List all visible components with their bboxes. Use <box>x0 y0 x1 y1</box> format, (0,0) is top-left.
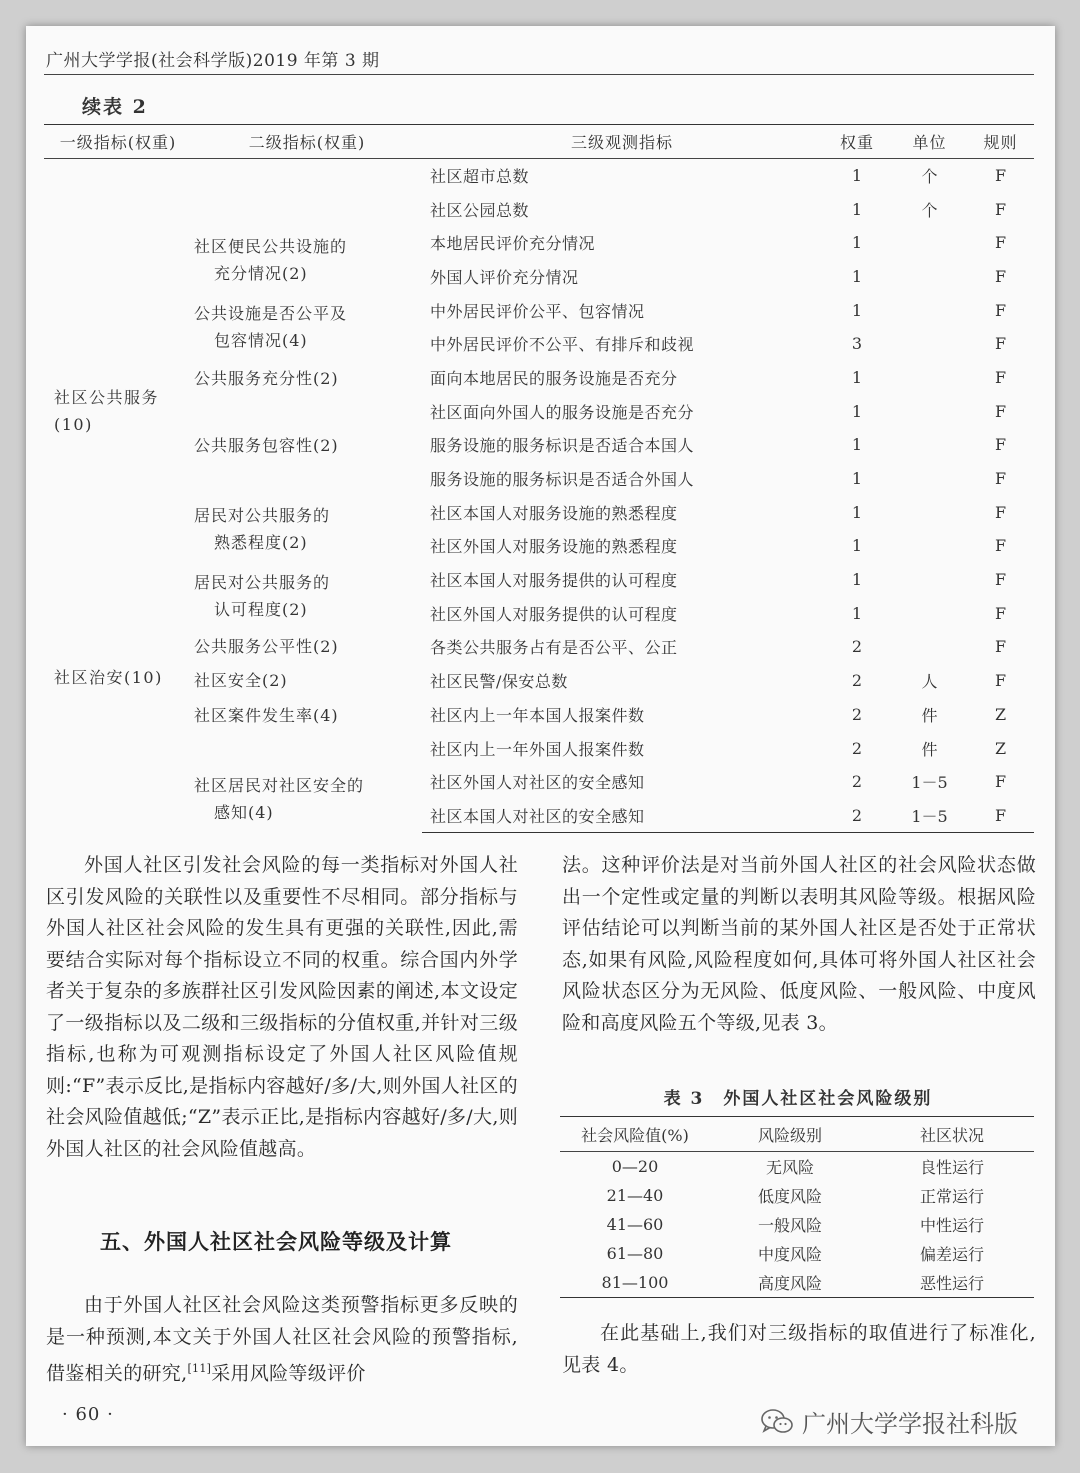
level3-cell: 社区本国人对服务设施的熟悉程度 <box>430 503 678 523</box>
section-heading: 五、外国人社区社会风险等级及计算 <box>100 1229 452 1254</box>
col-header-level3: 三级观测指标 <box>422 125 822 159</box>
table-row <box>44 495 1034 529</box>
level3-cell: 面向本地居民的服务设施是否充分 <box>430 368 678 388</box>
citation-ref: [11] <box>187 1362 212 1375</box>
rule-cell: Z <box>994 704 1007 724</box>
rule-cell: F <box>994 300 1007 320</box>
rule-cell: F <box>994 199 1007 219</box>
table3-caption: 表 3 外国人社区社会风险级别 <box>663 1089 933 1109</box>
watermark-text: 广州大学学报社科版 <box>802 1410 1018 1438</box>
col-header-level1: 一级指标(权重) <box>44 125 192 159</box>
weight-cell: 1 <box>851 300 863 320</box>
rule-cell: F <box>994 435 1007 455</box>
table-row <box>560 1239 1034 1268</box>
table-row <box>560 1210 1034 1239</box>
unit-cell: 人 <box>921 672 938 692</box>
page-number: · 60 · <box>62 1404 114 1425</box>
level2-empty <box>192 159 422 226</box>
left-paragraph-1: 外国人社区引发社会风险的每一类指标对外国人社区引发风险的关联性以及重要性不尽相同。部分指标与外国人社区社会风险的发生具有更强的关联性,因此,需要结合实际对每个指标设立不同的权重。综合国内外学者关于复杂的多族群社区引发风险因素的阐述,本文设定了一级指标以及二级和三级指标的分值权重,并针对三级指标,也称为可观测指标设定了外国人社区风险值规则:“F”表示反比,是指标内容越好/多/大,则外国人社区的社会风险值越低;“Z”表示正比,是指标内容越好/多/大,则外国人社区的社会风险值越高。 <box>46 854 518 1160</box>
table2-header-row <box>44 125 1034 159</box>
level3-cell: 服务设施的服务标识是否适合本国人 <box>430 436 695 456</box>
level3-cell: 社区内上一年外国人报案件数 <box>430 739 645 759</box>
col-header-unit: 单位 <box>892 125 967 159</box>
table-row <box>44 698 1034 732</box>
status-cell: 偏差运行 <box>919 1245 984 1264</box>
col-header-community-status: 社区状况 <box>870 1117 1034 1152</box>
weight-cell: 2 <box>851 772 863 792</box>
weight-cell: 1 <box>851 166 863 186</box>
risk-level-cell: 无风险 <box>765 1158 814 1177</box>
weight-cell: 1 <box>851 502 863 522</box>
rule-cell: F <box>967 799 1034 833</box>
risk-level-cell: 高度风险 <box>710 1268 870 1298</box>
level2-facility-fairness: 公共设施是否公平及 包容情况(4) <box>194 303 348 350</box>
risk-value-cell: 0—20 <box>611 1157 659 1176</box>
level3-cell: 社区外国人对服务提供的认可程度 <box>430 604 678 624</box>
weight-cell: 1 <box>851 536 863 556</box>
risk-value-cell: 61—80 <box>606 1244 664 1263</box>
unit-cell <box>892 226 967 260</box>
rule-cell: F <box>994 536 1007 556</box>
unit-cell <box>892 260 967 294</box>
right-paragraph-1: 法。这种评价法是对当前外国人社区的社会风险状态做出一个定性或定量的判断以表明其风险等级。根据风险评估结论可以判断当前的某外国人社区是否处于正常状态,如果有风险,风险程度如何,具体可将外国人社区社会风险状态区分为无风险、低度风险、一般风险、中度风险和高度风险五个等级,见表 3。 <box>562 854 1036 1034</box>
weight-cell: 2 <box>851 637 863 657</box>
level3-cell: 社区面向外国人的服务设施是否充分 <box>430 402 695 422</box>
unit-cell <box>892 462 967 496</box>
unit-cell: 个 <box>921 167 938 187</box>
level3-cell: 本地居民评价充分情况 <box>430 234 596 254</box>
level3-cell: 各类公共服务占有是否公平、公正 <box>430 638 678 658</box>
rule-cell: F <box>994 469 1007 489</box>
rule-cell: F <box>994 637 1007 657</box>
status-cell: 良性运行 <box>919 1158 984 1177</box>
level3-cell: 社区公园总数 <box>430 200 530 220</box>
level3-cell: 中外居民评价公平、包容情况 <box>430 301 645 321</box>
rule-cell: Z <box>994 738 1007 758</box>
rule-cell: F <box>994 367 1007 387</box>
left-paragraph-2: 由于外国人社区社会风险这类预警指标更多反映的是一种预测,本文关于外国人社区社会风险的预警指标,借鉴相关的研究,[11]采用风险等级评价 <box>46 1294 518 1385</box>
level3-cell: 社区超市总数 <box>430 167 530 187</box>
unit-cell: 1－5 <box>911 773 948 793</box>
table-row <box>560 1268 1034 1298</box>
table-row <box>44 159 1034 193</box>
status-cell: 中性运行 <box>919 1216 984 1235</box>
level3-cell: 社区本国人对社区的安全感知 <box>422 799 822 833</box>
level1-security: 社区治安(10) <box>54 667 163 687</box>
risk-value-cell: 81—100 <box>560 1268 710 1298</box>
weight-cell: 2 <box>851 704 863 724</box>
right-paragraph-2: 在此基础上,我们对三级指标的取值进行了标准化,见表 4。 <box>562 1322 1036 1376</box>
weight-cell: 1 <box>851 469 863 489</box>
unit-cell: 件 <box>921 705 938 725</box>
wechat-icon <box>760 1408 794 1436</box>
level3-cell: 中外居民评价不公平、有排斥和歧视 <box>430 335 695 355</box>
rule-cell: F <box>994 233 1007 253</box>
table-row <box>44 293 1034 327</box>
rule-cell: F <box>994 502 1007 522</box>
unit-cell <box>892 327 967 361</box>
rule-cell: F <box>994 671 1007 691</box>
col-header-rule: 规则 <box>967 125 1034 159</box>
table-row <box>44 226 1034 260</box>
status-cell: 正常运行 <box>919 1187 984 1206</box>
rule-cell: F <box>994 570 1007 590</box>
weight-cell: 2 <box>851 671 863 691</box>
level2-service-familiarity: 居民对公共服务的 熟悉程度(2) <box>194 506 331 553</box>
risk-level-cell: 低度风险 <box>757 1187 822 1206</box>
weight-cell: 1 <box>851 199 863 219</box>
table-row <box>44 428 1034 462</box>
level2-service-adequacy: 公共服务充分性(2) <box>194 368 339 388</box>
table3-header-row <box>560 1117 1034 1152</box>
table-row <box>44 361 1034 395</box>
weight-cell: 1 <box>851 401 863 421</box>
weight-cell: 3 <box>851 334 863 354</box>
level3-cell: 外国人评价充分情况 <box>430 267 579 287</box>
unit-cell <box>892 596 967 630</box>
risk-level-cell: 一般风险 <box>757 1216 822 1235</box>
unit-cell <box>892 563 967 597</box>
risk-level-cell: 中度风险 <box>757 1245 822 1264</box>
table-row <box>560 1152 1034 1182</box>
table-row <box>44 630 1034 664</box>
watermark <box>760 1404 1018 1439</box>
level3-cell: 社区外国人对社区的安全感知 <box>430 773 645 793</box>
level2-service-recognition: 居民对公共服务的 认可程度(2) <box>194 573 331 620</box>
level2-case-rate: 社区案件发生率(4) <box>194 705 339 725</box>
weight-cell: 1 <box>851 266 863 286</box>
level3-cell: 社区内上一年本国人报案件数 <box>430 705 645 725</box>
table2-caption: 续表 2 <box>82 96 148 118</box>
table2 <box>44 124 1034 833</box>
level2-community-safety: 社区安全(2) <box>194 671 288 691</box>
unit-cell <box>892 428 967 462</box>
unit-cell: 个 <box>921 200 938 220</box>
weight-cell: 1 <box>851 603 863 623</box>
weight-cell: 2 <box>822 799 892 833</box>
unit-cell: 1－5 <box>892 799 967 833</box>
unit-cell <box>892 495 967 529</box>
level3-cell: 社区外国人对服务设施的熟悉程度 <box>430 537 678 557</box>
unit-cell <box>892 529 967 563</box>
rule-cell: F <box>994 334 1007 354</box>
table-row <box>560 1181 1034 1210</box>
header-rule <box>44 74 1034 75</box>
table-row <box>44 765 1034 799</box>
weight-cell: 2 <box>851 738 863 758</box>
unit-cell <box>892 394 967 428</box>
status-cell: 恶性运行 <box>870 1268 1034 1298</box>
unit-cell: 件 <box>921 739 938 759</box>
table-row <box>44 563 1034 597</box>
rule-cell: F <box>994 266 1007 286</box>
level3-cell: 社区民警/保安总数 <box>430 672 568 692</box>
level2-safety-perception: 社区居民对社区安全的 感知(4) <box>194 775 365 822</box>
rule-cell: F <box>994 772 1007 792</box>
table-row <box>44 664 1034 698</box>
weight-cell: 1 <box>851 435 863 455</box>
weight-cell: 1 <box>851 570 863 590</box>
level3-cell: 社区本国人对服务提供的认可程度 <box>430 571 678 591</box>
risk-value-cell: 21—40 <box>606 1186 664 1205</box>
col-header-risk-value: 社会风险值(%) <box>560 1117 710 1152</box>
unit-cell <box>892 630 967 664</box>
running-header: 广州大学学报(社会科学版)2019 年第 3 期 <box>46 51 380 71</box>
level1-public-service: 社区公共服务 (10) <box>54 388 160 435</box>
rule-cell: F <box>994 166 1007 186</box>
level2-service-inclusiveness: 公共服务包容性(2) <box>194 436 339 455</box>
rule-cell: F <box>994 401 1007 421</box>
weight-cell: 1 <box>851 367 863 387</box>
unit-cell <box>892 361 967 395</box>
unit-cell <box>892 293 967 327</box>
risk-value-cell: 41—60 <box>606 1215 664 1234</box>
col-header-weight: 权重 <box>822 125 892 159</box>
col-header-level2: 二级指标(权重) <box>192 125 422 159</box>
table3 <box>560 1116 1034 1298</box>
col-header-risk-level: 风险级别 <box>710 1117 870 1152</box>
weight-cell: 1 <box>851 233 863 253</box>
level3-cell: 服务设施的服务标识是否适合外国人 <box>430 470 695 490</box>
rule-cell: F <box>994 603 1007 623</box>
level2-service-fairness: 公共服务公平性(2) <box>194 637 339 657</box>
level2-facility-adequacy: 社区便民公共设施的 充分情况(2) <box>194 236 348 283</box>
